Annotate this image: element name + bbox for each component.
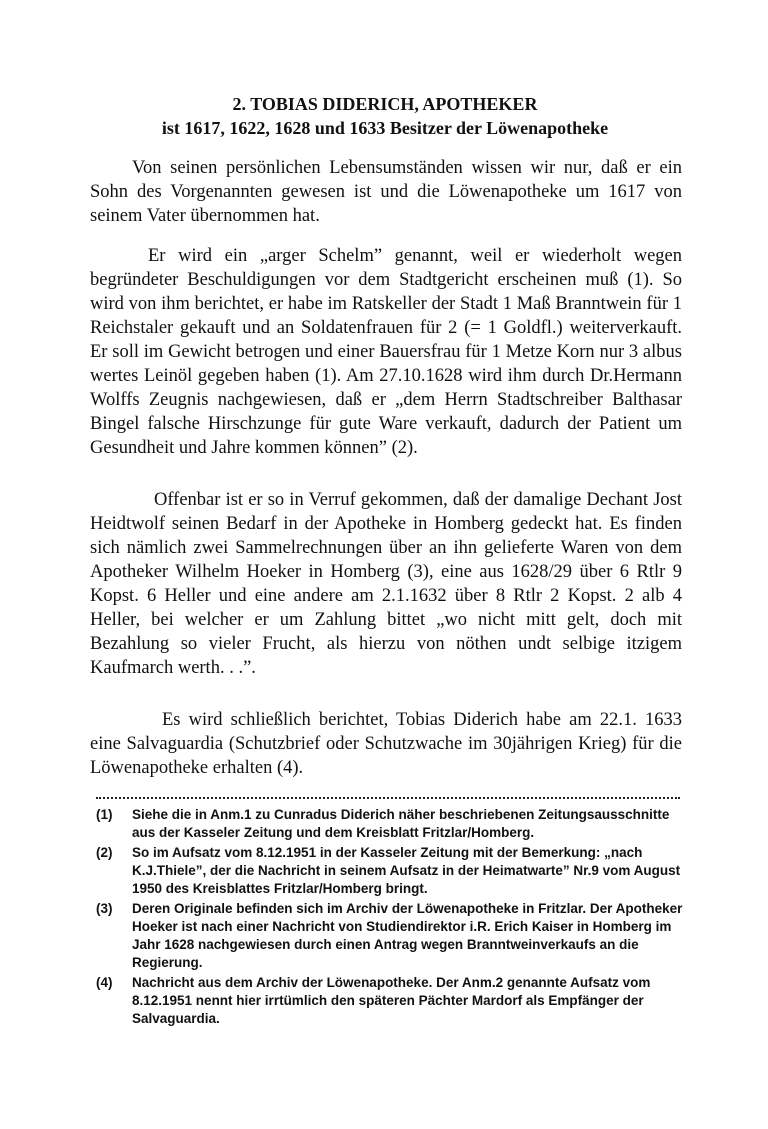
footnote-number: (4) — [96, 975, 113, 990]
footnote-number: (1) — [96, 807, 113, 822]
footnotes — [96, 806, 686, 1030]
paragraph-4: Es wird schließlich berichtet, Tobias Diderich habe am 22.1. 1633 eine Salvaguardia (Schutzbrief oder Schutzwache im 30jährigen Krieg) für die Löwenapotheke erhalten (4). — [90, 710, 682, 778]
footnote-number: (2) — [96, 845, 113, 860]
footnote-number: (3) — [96, 901, 113, 916]
paragraph-3: Offenbar ist er so in Verruf gekommen, daß der damalige Dechant Jost Heidtwolf seinen Bedarf in der Apotheke in Homberg gedeckt hat. Es finden sich nämlich zwei Sammelrechnungen über an ihn gelieferte Waren von dem Apotheker Wilhelm Hoeker in Homberg (3), eine aus 1628/29 über 6 Rtlr 9 Kopst. 6 Heller und eine andere am 2.1.1632 über 8 Rtlr 2 Kopst. 2 alb 4 Heller, bei welcher er um Zahlung bittet „wo nicht mitt gelt, doch mit Bezahlung so vieler Frucht, als hierzu von nöthen undt selbige itzigem Kaufmarch werth. . .”. — [90, 490, 682, 678]
paragraph-2: Er wird ein „arger Schelm” genannt, weil er wiederholt wegen begründeter Beschuldigungen vor dem Stadtgericht erscheinen muß (1). So wird von ihm berichtet, er habe im Ratskeller der Stadt 1 Maß Branntwein für 1 Reichstaler gekauft und an Soldatenfrauen für 2 (= 1 Goldfl.) weiterverkauft. Er soll im Gewicht betrogen und einer Bauersfrau für 1 Metze Korn nur 3 albus wertes Leinöl gegeben haben (1). Am 27.10.1628 wird ihm durch Dr.Hermann Wolffs Zeugnis nachgewiesen, daß er „dem Herrn Stadtschreiber Balthasar Bingel falsche Hirschzunge für gute Ware verkauft, dadurch der Patient um Gesundheit und Jahre kommen können” (2). — [90, 246, 682, 458]
chapter-subtitle: ist 1617, 1622, 1628 und 1633 Besitzer der Löwenapotheke — [161, 118, 609, 138]
footnote-1 — [96, 806, 686, 842]
footnote-2 — [96, 844, 686, 898]
footnote-text: Siehe die in Anm.1 zu Cunradus Diderich näher beschriebenen Zeitungsausschnitte aus der Kasseler Zeitung und dem Kreisblatt Fritzlar/Homberg. — [132, 807, 670, 840]
chapter-title: 2. TOBIAS DIDERICH, APOTHEKER — [232, 94, 538, 114]
footnote-3 — [96, 900, 686, 972]
footnote-text: Nachricht aus dem Archiv der Löwenapotheke. Der Anm.2 genannte Aufsatz vom 8.12.1951 nennt hier irrtümlich den späteren Pächter Mardorf als Empfänger der Salvaguardia. — [132, 975, 651, 1026]
footnote-text: So im Aufsatz vom 8.12.1951 in der Kasseler Zeitung mit der Bemerkung: „nach K.J.Thiele”, der die Nachricht in seinem Aufsatz in der Heimatwarte” Nr.9 vom August 1950 des Kreisblattes Fritzlar/Homberg bringt. — [132, 845, 681, 896]
footnote-text: Deren Originale befinden sich im Archiv der Löwenapotheke in Fritzlar. Der Apotheker Hoeker ist nach einer Nachricht von Studiendirektor i.R. Erich Kaiser in Homberg im Jahr 1628 nachgewiesen durch einen Antrag wegen Branntweinverkaufs an die Regierung. — [132, 901, 683, 970]
footnote-4 — [96, 974, 686, 1028]
paragraph-1: Von seinen persönlichen Lebensumständen wissen wir nur, daß er ein Sohn des Vorgenannten gewesen ist und die Löwenapotheke um 1617 von seinem Vater übernommen hat. — [90, 158, 682, 226]
footnote-divider — [96, 797, 680, 799]
